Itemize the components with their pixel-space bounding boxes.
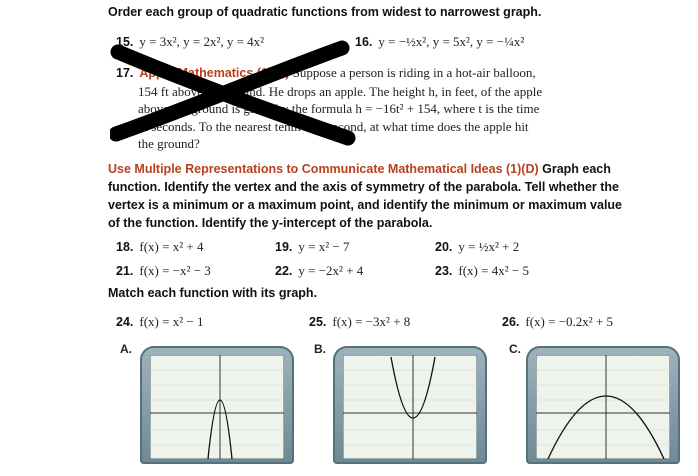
problem-line: in seconds. To the nearest tenth of a second, at what time does the apple hit — [138, 118, 529, 134]
section-line: of the function. Identify the y-intercept of the parabola. — [108, 216, 433, 230]
problem-title: Apply Mathematics (1)(A) — [139, 66, 290, 80]
problem-16 — [355, 31, 524, 50]
section-heading-match: Match each function with its graph. — [108, 286, 318, 300]
problem-expression: f(x) = x² − 1 — [139, 314, 204, 329]
problem-number: 23. — [435, 264, 453, 278]
problem-number: 18. — [116, 240, 134, 254]
problem-expression: f(x) = 4x² − 5 — [458, 263, 529, 278]
section-line: function. Identify the vertex and the axis of symmetry of the parabola. Tell whether the — [108, 180, 619, 194]
cross-out-mark-icon — [110, 38, 360, 148]
problem-expression: f(x) = −3x² + 8 — [332, 314, 411, 329]
problem-expression: f(x) = −0.2x² + 5 — [525, 314, 614, 329]
problem-number: 16. — [355, 35, 373, 49]
problem-line: the ground? — [138, 136, 200, 151]
problem-expression: y = −2x² + 4 — [298, 263, 364, 278]
problem-number: 21. — [116, 264, 134, 278]
graph-b-calculator-screen — [333, 346, 487, 464]
problem-26 — [502, 311, 613, 330]
graph-label-a: A. — [120, 342, 132, 356]
graph-b-plot — [343, 355, 477, 459]
problem-25 — [309, 311, 410, 330]
graph-c-calculator-screen — [526, 346, 680, 464]
problem-number: 26. — [502, 315, 520, 329]
section-heading-order: Order each group of quadratic functions from widest to narrowest graph. — [108, 5, 542, 19]
problem-20 — [435, 236, 519, 255]
problem-number: 17. — [116, 66, 134, 80]
problem-21 — [116, 260, 211, 279]
problem-24 — [116, 311, 203, 330]
problem-number: 25. — [309, 315, 327, 329]
problem-expression: y = ½x² + 2 — [458, 239, 520, 254]
graph-label-c: C. — [509, 342, 521, 356]
problem-19 — [275, 236, 349, 255]
section-title: Use Multiple Representations to Communicate Mathematical Ideas (1)(D) — [108, 162, 539, 176]
problem-number: 15. — [116, 35, 134, 49]
problem-23 — [435, 260, 529, 279]
section-line: Graph each — [542, 162, 611, 176]
problem-expression: f(x) = x² + 4 — [139, 239, 204, 254]
problem-expression: f(x) = −x² − 3 — [139, 263, 211, 278]
problem-expression: y = 3x², y = 2x², y = 4x² — [139, 34, 265, 49]
problem-line: 154 ft above the ground. He drops an apple. The height h, in feet, of the apple — [138, 83, 543, 99]
graph-a-calculator-screen — [140, 346, 294, 464]
problem-expression: y = −½x², y = 5x², y = −¼x² — [378, 34, 525, 49]
graph-a-plot — [150, 355, 284, 459]
problem-number: 22. — [275, 264, 293, 278]
section-multiple-representations — [108, 160, 628, 232]
problem-22 — [275, 260, 363, 279]
problem-line: above the ground is given by the formula h = −16t² + 154, where t is the time — [138, 101, 540, 116]
problem-number: 19. — [275, 240, 293, 254]
problem-number: 24. — [116, 315, 134, 329]
problem-number: 20. — [435, 240, 453, 254]
graph-c-plot — [536, 355, 670, 459]
problem-expression: y = x² − 7 — [298, 239, 350, 254]
section-line: vertex is a minimum or a maximum point, and identify the minimum or maximum value — [108, 198, 623, 212]
problem-18 — [116, 236, 203, 255]
graph-label-b: B. — [314, 342, 326, 356]
problem-line: Suppose a person is riding in a hot-air balloon, — [292, 65, 536, 80]
